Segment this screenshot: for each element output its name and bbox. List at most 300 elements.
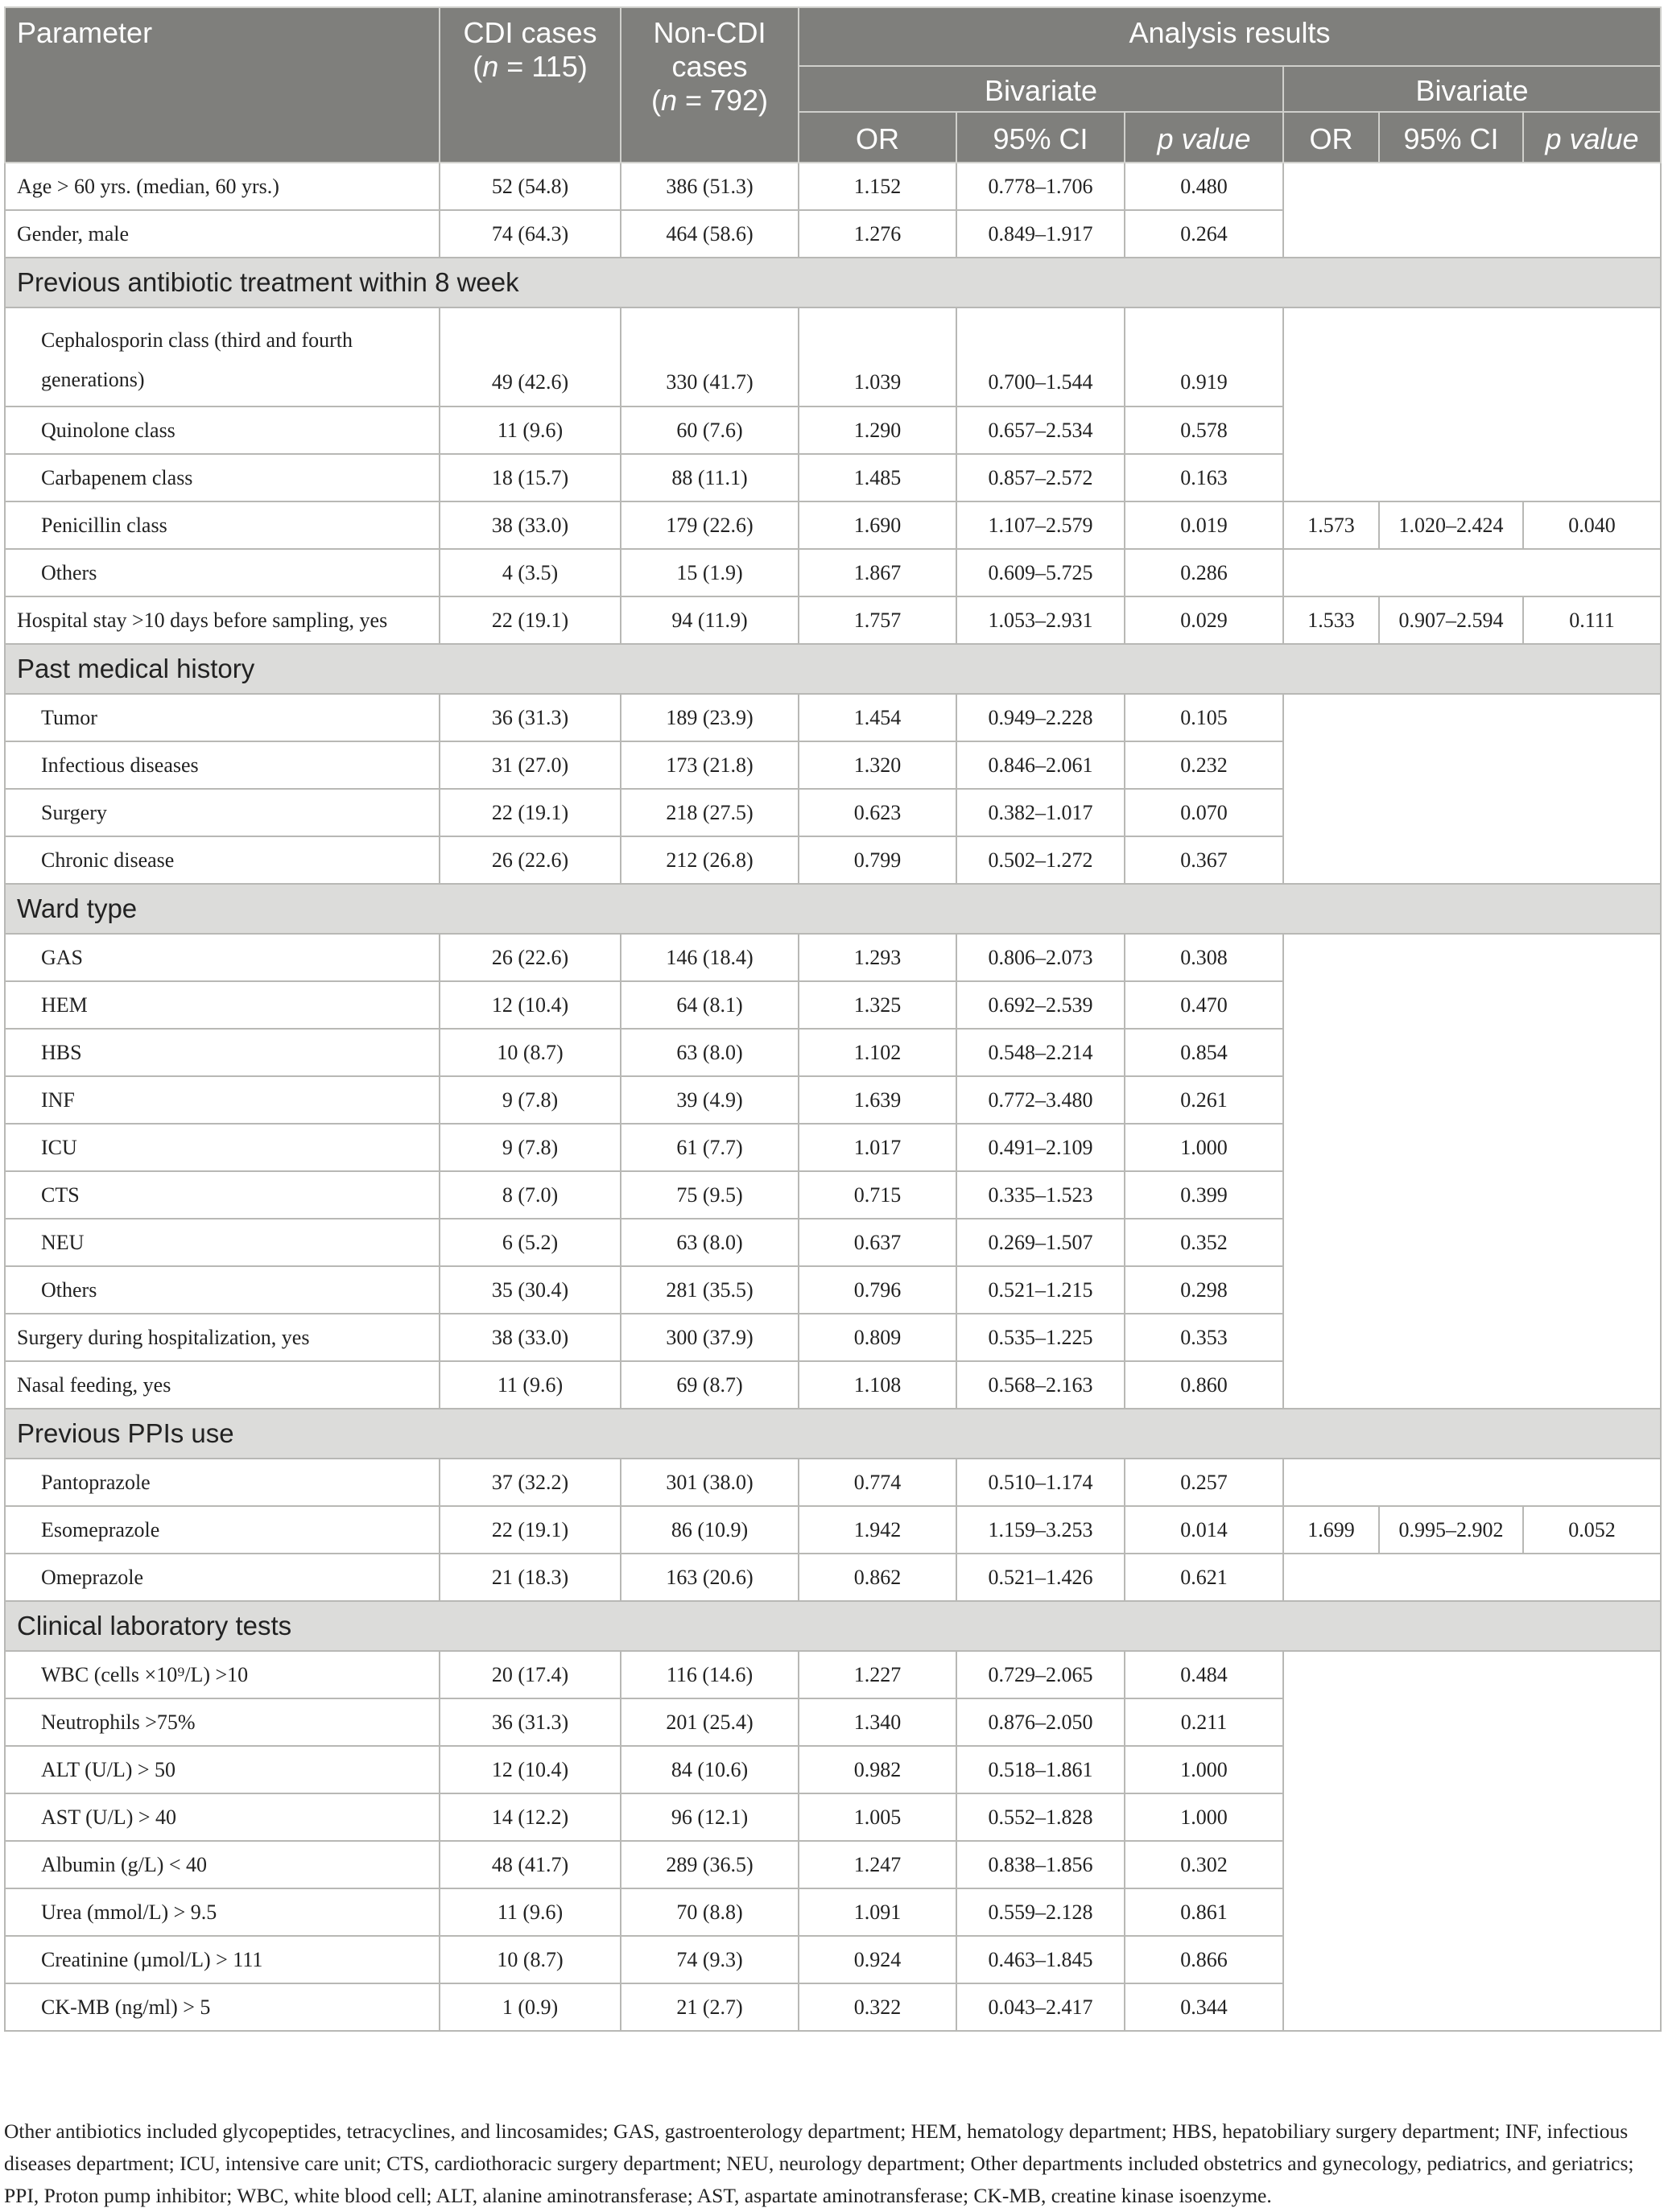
p-value-cell: 0.232 — [1125, 741, 1283, 789]
parameter-header: Parameter — [5, 7, 440, 163]
empty-cell — [1283, 210, 1661, 258]
risk-factor-table — [4, 6, 1662, 2032]
p-value-cell: 0.211 — [1125, 1698, 1283, 1746]
non-cdi-cases-header — [621, 7, 799, 163]
p-value-cell: 0.919 — [1125, 307, 1283, 406]
empty-cell — [1283, 1029, 1661, 1076]
non-cdi-cases-cell: 21 (2.7) — [621, 1983, 799, 2031]
p-value-cell-2: 0.052 — [1523, 1506, 1661, 1554]
table-row — [5, 789, 1661, 836]
table-row — [5, 1746, 1661, 1793]
cdi-cases-cell: 26 (22.6) — [440, 836, 621, 884]
empty-cell — [1283, 981, 1661, 1029]
table-row — [5, 406, 1661, 454]
non-cdi-cases-cell: 75 (9.5) — [621, 1171, 799, 1219]
non-cdi-cases-cell: 39 (4.9) — [621, 1076, 799, 1124]
p-value-cell: 0.621 — [1125, 1554, 1283, 1601]
empty-cell — [1283, 163, 1661, 210]
p-value-cell: 0.070 — [1125, 789, 1283, 836]
or-cell: 1.108 — [799, 1361, 956, 1409]
ci-cell: 1.159–3.253 — [956, 1506, 1125, 1554]
row-label: ICU — [5, 1124, 440, 1171]
empty-cell — [1283, 1698, 1661, 1746]
table-row — [5, 1029, 1661, 1076]
or-cell: 1.091 — [799, 1888, 956, 1936]
row-label: Gender, male — [5, 210, 440, 258]
or-cell: 1.340 — [799, 1698, 956, 1746]
non-cdi-cases-cell: 281 (35.5) — [621, 1266, 799, 1314]
table-row — [5, 1124, 1661, 1171]
or-cell: 1.639 — [799, 1076, 956, 1124]
section-header-row — [5, 644, 1661, 694]
non-cdi-cases-cell: 301 (38.0) — [621, 1459, 799, 1506]
row-label: Urea (mmol/L) > 9.5 — [5, 1888, 440, 1936]
non-cdi-cases-cell: 173 (21.8) — [621, 741, 799, 789]
p-value-cell: 0.344 — [1125, 1983, 1283, 2031]
row-label: Pantoprazole — [5, 1459, 440, 1506]
empty-cell — [1283, 1361, 1661, 1409]
empty-cell — [1283, 1936, 1661, 1983]
ci-cell: 0.463–1.845 — [956, 1936, 1125, 1983]
non-cdi-cases-cell: 63 (8.0) — [621, 1219, 799, 1266]
cdi-cases-cell: 9 (7.8) — [440, 1124, 621, 1171]
or-cell: 0.809 — [799, 1314, 956, 1361]
or-cell: 1.017 — [799, 1124, 956, 1171]
empty-cell — [1283, 1171, 1661, 1219]
p-value-cell: 0.470 — [1125, 981, 1283, 1029]
p-value-cell: 1.000 — [1125, 1124, 1283, 1171]
cdi-cases-cell: 49 (42.6) — [440, 307, 621, 406]
or-cell: 1.290 — [799, 406, 956, 454]
p-value-cell: 0.286 — [1125, 549, 1283, 596]
ci-cell: 0.510–1.174 — [956, 1459, 1125, 1506]
ci-cell: 0.806–2.073 — [956, 934, 1125, 981]
ci-cell: 0.043–2.417 — [956, 1983, 1125, 2031]
empty-cell — [1283, 934, 1661, 981]
empty-cell — [1283, 1124, 1661, 1171]
cdi-cases-title: CDI cases — [463, 16, 597, 49]
or-cell: 1.485 — [799, 454, 956, 501]
empty-cell — [1283, 1459, 1661, 1506]
table-row — [5, 307, 1661, 406]
or-cell: 0.982 — [799, 1746, 956, 1793]
or-cell: 1.320 — [799, 741, 956, 789]
bivariate-group-header: Bivariate — [799, 66, 1283, 112]
section-title: Past medical history — [5, 644, 1661, 694]
p-value-header — [1125, 112, 1283, 163]
table-row — [5, 1266, 1661, 1314]
p-value-cell: 1.000 — [1125, 1793, 1283, 1841]
or-cell: 1.454 — [799, 694, 956, 741]
non-cdi-cases-cell: 163 (20.6) — [621, 1554, 799, 1601]
ci-cell: 0.857–2.572 — [956, 454, 1125, 501]
or-header: OR — [799, 112, 956, 163]
non-cdi-cases-cell: 84 (10.6) — [621, 1746, 799, 1793]
row-label: Carbapenem class — [5, 454, 440, 501]
ci-cell: 0.559–2.128 — [956, 1888, 1125, 1936]
cdi-cases-cell: 9 (7.8) — [440, 1076, 621, 1124]
cdi-cases-cell: 8 (7.0) — [440, 1171, 621, 1219]
table-row — [5, 1171, 1661, 1219]
ci-cell: 0.502–1.272 — [956, 836, 1125, 884]
ci-cell: 0.729–2.065 — [956, 1651, 1125, 1698]
row-label: ALT (U/L) > 50 — [5, 1746, 440, 1793]
p-value-header-2 — [1523, 112, 1661, 163]
section-title: Clinical laboratory tests — [5, 1601, 1661, 1651]
analysis-results-header: Analysis results — [799, 7, 1661, 66]
cdi-cases-cell: 48 (41.7) — [440, 1841, 621, 1888]
or-header-2: OR — [1283, 112, 1379, 163]
non-cdi-title-line1: Non-CDI — [653, 16, 766, 49]
cdi-cases-header — [440, 7, 621, 163]
table-row — [5, 934, 1661, 981]
table-footnote: Other antibiotics included glycopeptides, tetracyclines, and lincosamides; GAS, gastroenterology department; HEM, hematology department; HBS, hepatobiliary surgery department; INF, infectious diseases department; ICU, intensive care unit; CTS, cardiothoracic surgery department; NEU, neurology department; Other departments included obstetrics and gynecology, pediatrics, and geriatrics; PPI, Proton pump inhibitor; WBC, white blood cell; ALT, alanine aminotransferase; AST, aspartate aminotransferase; CK-MB, creatine kinase isoenzyme. — [4, 2119, 1634, 2207]
non-cdi-cases-cell: 218 (27.5) — [621, 789, 799, 836]
non-cdi-cases-cell: 63 (8.0) — [621, 1029, 799, 1076]
table-row — [5, 549, 1661, 596]
empty-cell — [1283, 307, 1661, 406]
section-header-row — [5, 258, 1661, 307]
or-cell: 1.152 — [799, 163, 956, 210]
non-cdi-cases-cell: 61 (7.7) — [621, 1124, 799, 1171]
or-cell: 0.623 — [799, 789, 956, 836]
row-label: Tumor — [5, 694, 440, 741]
ci-cell: 0.772–3.480 — [956, 1076, 1125, 1124]
row-label: Others — [5, 1266, 440, 1314]
table-row — [5, 1888, 1661, 1936]
empty-cell — [1283, 1651, 1661, 1698]
or-cell: 0.715 — [799, 1171, 956, 1219]
table-row — [5, 1651, 1661, 1698]
section-header-row — [5, 1409, 1661, 1459]
section-title: Previous PPIs use — [5, 1409, 1661, 1459]
p-value-cell: 0.014 — [1125, 1506, 1283, 1554]
p-value-cell: 0.367 — [1125, 836, 1283, 884]
p-value-cell: 0.480 — [1125, 163, 1283, 210]
row-label: Creatinine (µmol/L) > 111 — [5, 1936, 440, 1983]
ci-header: 95% CI — [956, 112, 1125, 163]
section-header-row — [5, 1601, 1661, 1651]
or-cell: 1.325 — [799, 981, 956, 1029]
p-value-cell: 0.484 — [1125, 1651, 1283, 1698]
cdi-cases-cell: 37 (32.2) — [440, 1459, 621, 1506]
table-header — [5, 7, 1661, 163]
cdi-cases-cell: 11 (9.6) — [440, 1361, 621, 1409]
non-cdi-cases-cell: 179 (22.6) — [621, 501, 799, 549]
ci-header-2: 95% CI — [1379, 112, 1523, 163]
non-cdi-cases-n: (n = 792) — [650, 84, 769, 117]
row-label: Surgery during hospitalization, yes — [5, 1314, 440, 1361]
cdi-cases-cell: 31 (27.0) — [440, 741, 621, 789]
empty-cell — [1283, 549, 1661, 596]
p-value-cell: 0.352 — [1125, 1219, 1283, 1266]
table-body — [5, 163, 1661, 2031]
ci-cell: 0.949–2.228 — [956, 694, 1125, 741]
empty-cell — [1283, 1076, 1661, 1124]
table-row — [5, 1936, 1661, 1983]
p-value-cell: 0.257 — [1125, 1459, 1283, 1506]
ci-cell: 0.382–1.017 — [956, 789, 1125, 836]
ci-cell: 0.518–1.861 — [956, 1746, 1125, 1793]
or-cell: 0.637 — [799, 1219, 956, 1266]
non-cdi-cases-cell: 330 (41.7) — [621, 307, 799, 406]
p-value-cell: 1.000 — [1125, 1746, 1283, 1793]
or-cell-2: 1.573 — [1283, 501, 1379, 549]
non-cdi-cases-cell: 64 (8.1) — [621, 981, 799, 1029]
or-cell: 0.924 — [799, 1936, 956, 1983]
empty-cell — [1283, 1746, 1661, 1793]
or-cell: 0.862 — [799, 1554, 956, 1601]
ci-cell-2: 0.907–2.594 — [1379, 596, 1523, 644]
cdi-cases-cell: 22 (19.1) — [440, 789, 621, 836]
row-label: HBS — [5, 1029, 440, 1076]
ci-cell-2: 1.020–2.424 — [1379, 501, 1523, 549]
cdi-cases-cell: 20 (17.4) — [440, 1651, 621, 1698]
row-label: Hospital stay >10 days before sampling, yes — [5, 596, 440, 644]
or-cell: 0.799 — [799, 836, 956, 884]
ci-cell: 0.491–2.109 — [956, 1124, 1125, 1171]
p-value-cell: 0.029 — [1125, 596, 1283, 644]
ci-cell: 0.778–1.706 — [956, 163, 1125, 210]
non-cdi-cases-cell: 201 (25.4) — [621, 1698, 799, 1746]
row-label: Age > 60 yrs. (median, 60 yrs.) — [5, 163, 440, 210]
ci-cell: 0.876–2.050 — [956, 1698, 1125, 1746]
or-cell: 1.942 — [799, 1506, 956, 1554]
cdi-cases-cell: 14 (12.2) — [440, 1793, 621, 1841]
non-cdi-cases-cell: 86 (10.9) — [621, 1506, 799, 1554]
non-cdi-cases-cell: 189 (23.9) — [621, 694, 799, 741]
cdi-cases-cell: 10 (8.7) — [440, 1029, 621, 1076]
cdi-cases-cell: 38 (33.0) — [440, 501, 621, 549]
or-cell: 0.796 — [799, 1266, 956, 1314]
or-cell: 1.867 — [799, 549, 956, 596]
or-cell: 1.757 — [799, 596, 956, 644]
ci-cell: 0.535–1.225 — [956, 1314, 1125, 1361]
p-value-cell-2: 0.040 — [1523, 501, 1661, 549]
empty-cell — [1283, 836, 1661, 884]
p-value-cell: 0.861 — [1125, 1888, 1283, 1936]
p-value-header-2-text: p value — [1545, 122, 1639, 155]
p-value-cell: 0.163 — [1125, 454, 1283, 501]
cdi-cases-cell: 11 (9.6) — [440, 406, 621, 454]
non-cdi-cases-cell: 69 (8.7) — [621, 1361, 799, 1409]
p-value-cell: 0.854 — [1125, 1029, 1283, 1076]
table-row — [5, 1506, 1661, 1554]
row-label: Cephalosporin class (third and fourth generations) — [5, 307, 440, 406]
cdi-cases-cell: 21 (18.3) — [440, 1554, 621, 1601]
row-label: NEU — [5, 1219, 440, 1266]
empty-cell — [1283, 1314, 1661, 1361]
cdi-cases-cell: 11 (9.6) — [440, 1888, 621, 1936]
table-row — [5, 1361, 1661, 1409]
cdi-cases-cell: 36 (31.3) — [440, 1698, 621, 1746]
empty-cell — [1283, 789, 1661, 836]
ci-cell: 1.107–2.579 — [956, 501, 1125, 549]
ci-cell: 0.521–1.426 — [956, 1554, 1125, 1601]
row-label: INF — [5, 1076, 440, 1124]
cdi-cases-cell: 1 (0.9) — [440, 1983, 621, 2031]
non-cdi-cases-cell: 116 (14.6) — [621, 1651, 799, 1698]
row-label: GAS — [5, 934, 440, 981]
row-label: Omeprazole — [5, 1554, 440, 1601]
cdi-cases-n: (n = 115) — [473, 50, 588, 83]
table-row — [5, 741, 1661, 789]
table-row — [5, 1698, 1661, 1746]
table-row — [5, 836, 1661, 884]
cdi-cases-cell: 74 (64.3) — [440, 210, 621, 258]
empty-cell — [1283, 1554, 1661, 1601]
non-cdi-cases-cell: 386 (51.3) — [621, 163, 799, 210]
ci-cell-2: 0.995–2.902 — [1379, 1506, 1523, 1554]
row-label: Penicillin class — [5, 501, 440, 549]
table-row — [5, 1314, 1661, 1361]
ci-cell: 0.335–1.523 — [956, 1171, 1125, 1219]
ci-cell: 1.053–2.931 — [956, 596, 1125, 644]
section-header-row — [5, 884, 1661, 934]
or-cell: 0.774 — [799, 1459, 956, 1506]
empty-cell — [1283, 694, 1661, 741]
non-cdi-cases-cell: 464 (58.6) — [621, 210, 799, 258]
cdi-cases-cell: 12 (10.4) — [440, 1746, 621, 1793]
or-cell: 1.247 — [799, 1841, 956, 1888]
row-label: Nasal feeding, yes — [5, 1361, 440, 1409]
empty-cell — [1283, 1266, 1661, 1314]
p-value-cell: 0.308 — [1125, 934, 1283, 981]
p-value-cell: 0.860 — [1125, 1361, 1283, 1409]
row-label: Esomeprazole — [5, 1506, 440, 1554]
empty-cell — [1283, 454, 1661, 501]
non-cdi-cases-cell: 74 (9.3) — [621, 1936, 799, 1983]
or-cell: 1.293 — [799, 934, 956, 981]
ci-cell: 0.692–2.539 — [956, 981, 1125, 1029]
non-cdi-cases-cell: 15 (1.9) — [621, 549, 799, 596]
p-value-cell: 0.264 — [1125, 210, 1283, 258]
p-value-cell: 0.302 — [1125, 1841, 1283, 1888]
ci-cell: 0.846–2.061 — [956, 741, 1125, 789]
table-row — [5, 1841, 1661, 1888]
non-cdi-cases-cell: 70 (8.8) — [621, 1888, 799, 1936]
cdi-cases-cell: 22 (19.1) — [440, 1506, 621, 1554]
or-cell-2: 1.533 — [1283, 596, 1379, 644]
or-cell-2: 1.699 — [1283, 1506, 1379, 1554]
row-label: Neutrophils >75% — [5, 1698, 440, 1746]
ci-cell: 0.849–1.917 — [956, 210, 1125, 258]
cdi-cases-cell: 36 (31.3) — [440, 694, 621, 741]
empty-cell — [1283, 1793, 1661, 1841]
empty-cell — [1283, 1841, 1661, 1888]
table-row — [5, 454, 1661, 501]
or-cell: 1.005 — [799, 1793, 956, 1841]
ci-cell: 0.838–1.856 — [956, 1841, 1125, 1888]
cdi-cases-cell: 4 (3.5) — [440, 549, 621, 596]
non-cdi-cases-cell: 94 (11.9) — [621, 596, 799, 644]
non-cdi-cases-cell: 289 (36.5) — [621, 1841, 799, 1888]
cdi-cases-cell: 26 (22.6) — [440, 934, 621, 981]
row-label: Albumin (g/L) < 40 — [5, 1841, 440, 1888]
row-label: Surgery — [5, 789, 440, 836]
second-bivariate-group-header: Bivariate — [1283, 66, 1661, 112]
empty-cell — [1283, 1219, 1661, 1266]
table-row — [5, 501, 1661, 549]
row-label: WBC (cells ×10⁹/L) >10 — [5, 1651, 440, 1698]
section-title: Previous antibiotic treatment within 8 week — [5, 258, 1661, 307]
ci-cell: 0.521–1.215 — [956, 1266, 1125, 1314]
empty-cell — [1283, 406, 1661, 454]
row-label: HEM — [5, 981, 440, 1029]
table-row — [5, 981, 1661, 1029]
row-label: CK-MB (ng/ml) > 5 — [5, 1983, 440, 2031]
p-value-cell: 0.261 — [1125, 1076, 1283, 1124]
table-row — [5, 1554, 1661, 1601]
row-label: Chronic disease — [5, 836, 440, 884]
p-value-cell: 0.399 — [1125, 1171, 1283, 1219]
or-cell: 0.322 — [799, 1983, 956, 2031]
or-cell: 1.227 — [799, 1651, 956, 1698]
or-cell: 1.102 — [799, 1029, 956, 1076]
or-cell: 1.690 — [799, 501, 956, 549]
cdi-cases-cell: 10 (8.7) — [440, 1936, 621, 1983]
cdi-cases-cell: 35 (30.4) — [440, 1266, 621, 1314]
non-cdi-cases-cell: 146 (18.4) — [621, 934, 799, 981]
or-cell: 1.039 — [799, 307, 956, 406]
ci-cell: 0.609–5.725 — [956, 549, 1125, 596]
section-title: Ward type — [5, 884, 1661, 934]
table-row — [5, 694, 1661, 741]
non-cdi-cases-cell: 60 (7.6) — [621, 406, 799, 454]
non-cdi-cases-cell: 212 (26.8) — [621, 836, 799, 884]
ci-cell: 0.548–2.214 — [956, 1029, 1125, 1076]
non-cdi-title-line2: cases — [671, 50, 748, 83]
row-label: CTS — [5, 1171, 440, 1219]
non-cdi-cases-cell: 300 (37.9) — [621, 1314, 799, 1361]
p-value-cell: 0.866 — [1125, 1936, 1283, 1983]
ci-cell: 0.568–2.163 — [956, 1361, 1125, 1409]
table-row — [5, 1793, 1661, 1841]
ci-cell: 0.657–2.534 — [956, 406, 1125, 454]
p-value-cell: 0.298 — [1125, 1266, 1283, 1314]
cdi-cases-cell: 12 (10.4) — [440, 981, 621, 1029]
non-cdi-cases-cell: 88 (11.1) — [621, 454, 799, 501]
cdi-cases-cell: 18 (15.7) — [440, 454, 621, 501]
empty-cell — [1283, 1983, 1661, 2031]
table-row — [5, 596, 1661, 644]
or-cell: 1.276 — [799, 210, 956, 258]
empty-cell — [1283, 1888, 1661, 1936]
p-value-cell: 0.105 — [1125, 694, 1283, 741]
table-row — [5, 1459, 1661, 1506]
p-value-cell-2: 0.111 — [1523, 596, 1661, 644]
cdi-cases-cell: 52 (54.8) — [440, 163, 621, 210]
row-label: Others — [5, 549, 440, 596]
ci-cell: 0.700–1.544 — [956, 307, 1125, 406]
p-value-cell: 0.019 — [1125, 501, 1283, 549]
table-row — [5, 1983, 1661, 2031]
non-cdi-cases-cell: 96 (12.1) — [621, 1793, 799, 1841]
row-label: Infectious diseases — [5, 741, 440, 789]
ci-cell: 0.269–1.507 — [956, 1219, 1125, 1266]
table-row — [5, 1076, 1661, 1124]
cdi-cases-cell: 6 (5.2) — [440, 1219, 621, 1266]
cdi-cases-cell: 38 (33.0) — [440, 1314, 621, 1361]
table-row — [5, 163, 1661, 210]
table-row — [5, 1219, 1661, 1266]
ci-cell: 0.552–1.828 — [956, 1793, 1125, 1841]
cdi-cases-cell: 22 (19.1) — [440, 596, 621, 644]
p-value-cell: 0.578 — [1125, 406, 1283, 454]
row-label: Quinolone class — [5, 406, 440, 454]
empty-cell — [1283, 741, 1661, 789]
p-value-header-text: p value — [1157, 122, 1251, 155]
